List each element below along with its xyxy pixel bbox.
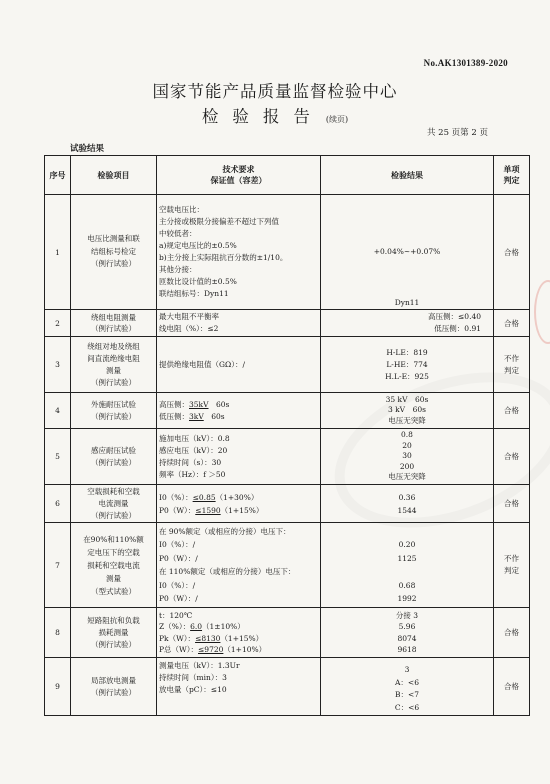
result-cell: 0.36 1544 (321, 485, 494, 523)
header-judge-line1: 单项 (503, 164, 520, 174)
result-cell: 0.20 1125 0.68 1992 (321, 523, 494, 608)
seq-cell: 4 (45, 393, 71, 429)
seq-cell: 1 (45, 195, 71, 310)
header-result: 检验结果 (321, 156, 494, 195)
requirement-cell: 最大电阻不平衡率 线电阻（%）：≤2 (157, 310, 321, 337)
header-req-line2: 保证值（容差） (210, 175, 267, 185)
report-number: No.AK1301389-2020 (423, 58, 508, 68)
result-cell: H-LE：819 L-HE：774 H.L-E：925 (321, 337, 494, 393)
judgement-cell: 合格 (494, 310, 530, 337)
judgement-cell: 不作 判定 (494, 337, 530, 393)
header-judge-line2: 判定 (503, 175, 520, 185)
requirement-cell: 测量电压（kV）：1.3Ur 持续时间（min）：3 放电量（pC）：≤10 (157, 658, 321, 716)
seq-cell: 8 (45, 608, 71, 658)
item-cell: 短路阻抗和负载 损耗测量 （例行试验） (71, 608, 157, 658)
table-row (45, 310, 530, 337)
judgement-cell: 不作 判定 (494, 523, 530, 608)
header-item: 检验项目 (71, 156, 157, 195)
table-row (45, 429, 530, 485)
requirement-cell: 在 90%额定（或相应的分接）电压下： I0（%）：/ P0（W）：/ 在 110%额定（或相应的分接）电压下： I0（%）：/ P0（W）：/ (157, 523, 321, 608)
table-row (45, 658, 530, 716)
seal-stamp (534, 280, 550, 344)
header-requirement (157, 156, 321, 195)
seq-cell: 7 (45, 523, 71, 608)
result-cell: 高压侧：≤0.40 低压侧：0.91 (321, 310, 494, 337)
item-cell: 电压比测量和联 结组标号检定 （例行试验） (71, 195, 157, 310)
report-title-line (0, 103, 550, 127)
requirement-cell: I0（%）：≤0.85（1+30%） P0（W）：≤1590（1+15%） (157, 485, 321, 523)
item-cell: 绕组电阻测量 （例行试验） (71, 310, 157, 337)
result-cell: +0.04%~+0.07% Dyn11 (321, 195, 494, 310)
report-title: 检验报告 (201, 107, 324, 126)
judgement-cell: 合格 (494, 485, 530, 523)
result-cell: 分接 3 5.96 8074 9618 (321, 608, 494, 658)
org-name: 国家节能产品质量监督检验中心 (152, 82, 398, 101)
table-row (45, 393, 530, 429)
requirement-cell: 空载电压比： 主分接或极限分接偏差不超过下列值 中较低者： a)规定电压比的±0.5% b)主分接上实际阻抗百分数的±1/10。 其他分接： 匝数比设计值的±0.5% 联结组标号：Dyn11 (157, 195, 321, 310)
header-seq: 序号 (45, 156, 71, 195)
results-table (44, 155, 530, 716)
table-row (45, 608, 530, 658)
judgement-cell: 合格 (494, 608, 530, 658)
header-req-line1: 技术要求 (222, 164, 255, 174)
requirement-cell: 施加电压（kV）：0.8 感应电压（kV）：20 持续时间（s）：30 频率（Hz）：f ＞50 (157, 429, 321, 485)
section-title: 试验结果 (70, 144, 105, 154)
page-info: 共 25 页第 2 页 (426, 128, 488, 138)
judgement-cell: 合格 (494, 429, 530, 485)
result-cell: 3 A：<6 B：<7 C：<6 (321, 658, 494, 716)
item-cell: 在90%和110%额 定电压下的空载 损耗和空载电流 测量 （型式试验） (71, 523, 157, 608)
continued-label: (续页) (325, 115, 349, 124)
judgement-cell: 合格 (494, 393, 530, 429)
table-row (45, 485, 530, 523)
seq-cell: 6 (45, 485, 71, 523)
item-cell: 局部放电测量 （例行试验） (71, 658, 157, 716)
table-row (45, 195, 530, 310)
item-cell: 空载损耗和空载 电流测量 （例行试验） (71, 485, 157, 523)
item-cell: 外施耐压试验 （例行试验） (71, 393, 157, 429)
judgement-cell: 合格 (494, 658, 530, 716)
requirement-cell: 提供绝缘电阻值（GΩ）：/ (157, 337, 321, 393)
seq-cell: 9 (45, 658, 71, 716)
seq-cell: 2 (45, 310, 71, 337)
judgement-cell: 合格 (494, 195, 530, 310)
requirement-cell: t：120℃ Z（%）：6.0（1±10%） Pk（W）：≤8130（1+15%） P总（W）：≤9720（1+10%） (157, 608, 321, 658)
requirement-cell: 高压侧：35kV 60s 低压侧：3kV 60s (157, 393, 321, 429)
table-row (45, 337, 530, 393)
item-cell: 绕组对地及绕组 间直流绝缘电阻 测量 （例行试验） (71, 337, 157, 393)
header-judgement (494, 156, 530, 195)
seq-cell: 3 (45, 337, 71, 393)
table-header-row (45, 156, 530, 195)
item-cell: 感应耐压试验 （例行试验） (71, 429, 157, 485)
result-cell: 35 kV 60s 3 kV 60s 电压无突降 (321, 393, 494, 429)
table-row (45, 523, 530, 608)
result-cell: 0.8 20 30 200 电压无突降 (321, 429, 494, 485)
seq-cell: 5 (45, 429, 71, 485)
